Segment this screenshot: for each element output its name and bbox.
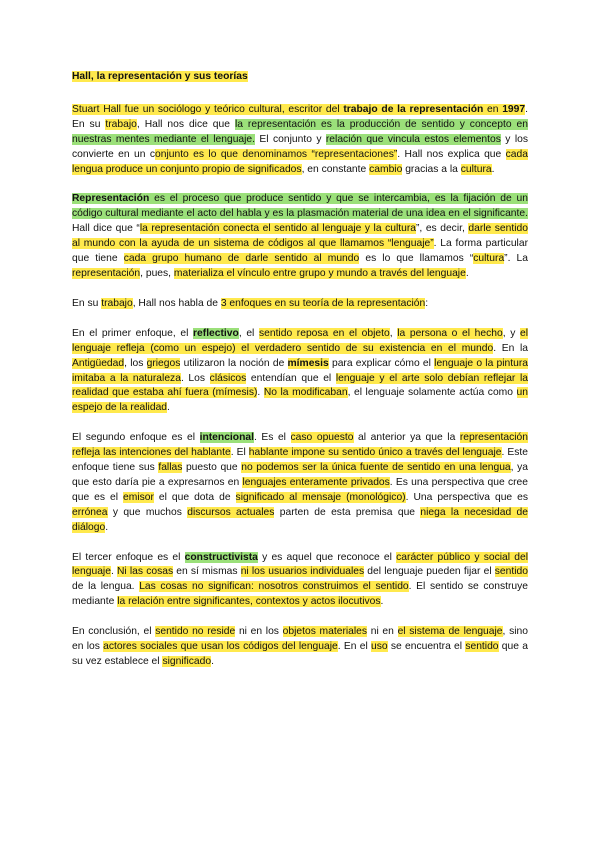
text-run: , los: [124, 357, 147, 369]
text-run: En conclusión, el: [72, 626, 156, 638]
highlighted-text: Stuart Hall: [72, 103, 125, 115]
text-run: El conjunto y: [255, 133, 326, 145]
highlighted-text: sentido: [465, 641, 499, 653]
highlighted-text: representación refleja las intenciones del hablante: [72, 432, 528, 459]
text-run: , Hall nos habla de: [132, 297, 221, 309]
text-run: .: [465, 267, 469, 279]
highlighted-text: fue un sociólogo y teórico cultural, escritor del: [124, 103, 344, 115]
highlighted-text: cada grupo humano de darle sentido al mundo: [123, 253, 360, 265]
text-run: . Es una perspectiva que cree que es el: [72, 476, 528, 503]
highlighted-text: intencional: [199, 432, 254, 444]
highlighted-text: materializa el vínculo entre grupo y mundo a través del lenguaje: [173, 267, 466, 279]
text-run: . La forma particular que tiene: [72, 238, 528, 265]
text-run: el que dota de: [153, 491, 236, 503]
highlighted-text: niega la necesidad de diálogo: [72, 506, 528, 533]
text-run: . En su: [72, 103, 528, 130]
highlighted-text: clásicos: [209, 372, 247, 384]
highlighted-text: la representación conecta el sentido al lenguaje y la cultura: [139, 223, 416, 235]
text-run: En el primer enfoque, el: [72, 327, 194, 339]
text-run: El segundo enfoque es el: [72, 432, 200, 444]
highlighted-text: 1997: [502, 103, 526, 115]
text-run: . Los: [180, 372, 210, 384]
highlighted-text: sentido: [494, 566, 528, 578]
text-run: y es aquel que reconoce el: [257, 551, 397, 563]
text-run: es lo que llamamos “: [359, 253, 474, 265]
text-run: . El sentido se construye mediante: [72, 581, 528, 608]
highlighted-text: la producción de sentido y concepto en nuestras mentes mediante el lenguaje.: [72, 118, 529, 145]
highlighted-text: es el proceso que produce sentido y que se intercambia, es la fijación de un código cultural mediante el acto del habla y es la plasmación material de una idea en el significante.: [72, 193, 528, 220]
highlighted-text: griegos: [146, 357, 181, 369]
text-run: . En el: [337, 641, 371, 653]
text-run: parten de esta premisa que: [274, 506, 421, 518]
highlighted-text: trabajo: [101, 297, 133, 309]
highlighted-text: No la modificaban: [263, 387, 348, 399]
highlighted-text: el sistema de lenguaje: [397, 626, 503, 638]
highlighted-text: Las cosas no significan: nosotros construimos el sentido: [139, 581, 409, 593]
text-run: ”, es decir,: [416, 223, 469, 235]
highlighted-text: discursos actuales: [187, 506, 275, 518]
highlighted-text: Representación: [72, 193, 150, 205]
highlighted-text: la representación es: [234, 118, 337, 130]
text-run: . En la: [493, 342, 528, 354]
highlighted-text: actores sociales que usan los códigos del lenguaje: [103, 641, 338, 653]
highlighted-text: sentido reposa en el objeto: [258, 327, 390, 339]
text-run: ni en los: [235, 626, 283, 638]
highlighted-text: un espejo de la realidad: [72, 387, 528, 414]
text-run: ni en: [367, 626, 398, 638]
highlighted-text: cada lengua produce un conjunto propio de significados: [72, 148, 528, 175]
text-run: , Hall nos dice que: [136, 118, 235, 130]
highlighted-text: trabajo: [105, 118, 137, 130]
document-body: [72, 103, 528, 670]
document-title: [72, 70, 528, 85]
text-run: que a su vez establece el: [72, 641, 528, 667]
highlighted-text: Ni las cosas: [116, 566, 174, 578]
highlighted-text: 3 enfoques en su teoría de la representación: [220, 297, 426, 309]
highlighted-text: caso opuesto: [290, 432, 354, 444]
highlighted-text: carácter público y social del lenguaje: [72, 551, 529, 578]
highlighted-text: mímesis: [287, 357, 329, 369]
highlighted-text: representación: [72, 267, 141, 279]
text-run: , el: [238, 327, 259, 339]
highlighted-text: hablante impone su sentido único a través del lenguaje: [248, 447, 502, 459]
highlighted-text: emisor: [123, 491, 154, 503]
paragraph: [72, 551, 528, 611]
text-run: del lenguaje pueden fijar el: [364, 566, 495, 578]
highlighted-text: errónea: [72, 506, 108, 518]
text-run: :: [425, 297, 429, 309]
highlighted-text: el lenguaje refleja (como un espejo) el verdadero sentido de su existencia en el mundo: [72, 327, 529, 354]
highlighted-text: cultura: [473, 253, 505, 265]
text-run: y los convierte en un c: [72, 133, 528, 160]
highlighted-text: fallas: [158, 462, 183, 474]
text-run: , pues,: [140, 267, 174, 279]
text-run: gracias a la: [402, 163, 461, 175]
highlighted-text: objetos materiales: [282, 626, 368, 638]
text-run: .: [257, 387, 264, 399]
paragraph: [72, 431, 528, 535]
text-run: El tercer enfoque es el: [72, 551, 185, 563]
text-run: . Hall nos explica que: [397, 148, 506, 160]
text-run: Hall dice que “: [72, 223, 140, 235]
text-run: . Este enfoque tiene sus: [72, 447, 528, 474]
highlighted-text: onjunto es lo que denominamos “representaciones”: [155, 148, 398, 160]
text-run: , en constante: [301, 163, 370, 175]
highlighted-text: significado al mensaje (monológico): [235, 491, 406, 503]
highlighted-text: lenguaje o la pintura imitaba a la naturaleza: [72, 357, 529, 384]
text-run: utilizaron la noción de: [180, 357, 288, 369]
text-run: de la lengua.: [72, 581, 140, 593]
paragraph: [72, 103, 528, 178]
text-run: en sí mismas: [173, 566, 241, 578]
highlighted-text: la relación entre significantes, contextos y actos ilocutivos: [117, 596, 381, 608]
text-run: , ya que esto daría pie a expresarnos en: [72, 462, 528, 488]
text-run: entendían que el: [246, 372, 336, 384]
highlighted-text: ni los usuarios individuales: [240, 566, 365, 578]
highlighted-text: cultura: [460, 163, 492, 175]
highlighted-text: reflectivo: [193, 327, 239, 339]
highlighted-text: la persona o el hecho: [397, 327, 503, 339]
highlighted-text: cambio: [369, 163, 403, 175]
text-run: .: [491, 163, 495, 175]
text-run: .: [380, 596, 384, 608]
highlighted-text: uso: [371, 641, 388, 653]
text-run: . Una perspectiva que es: [405, 491, 529, 503]
text-run: y que muchos: [107, 506, 188, 518]
highlighted-text: significado: [162, 656, 212, 667]
text-run: al anterior ya que la: [353, 432, 460, 444]
text-run: En su: [72, 297, 102, 309]
text-run: para explicar cómo el: [328, 357, 435, 369]
paragraph: [72, 327, 528, 416]
highlighted-text: no podemos ser la única fuente de sentido en una lengua: [241, 462, 511, 474]
title-highlight: Hall, la representación y sus teorías: [72, 71, 248, 82]
text-run: se encuentra el: [387, 641, 466, 653]
document-page: [72, 70, 528, 685]
highlighted-text: sentido no reside: [155, 626, 236, 638]
highlighted-text: trabajo de la representación: [343, 103, 484, 115]
text-run: .: [211, 656, 214, 667]
text-run: . El: [230, 447, 249, 459]
text-run: , el lenguaje solamente actúa como: [347, 387, 517, 399]
paragraph: [72, 625, 528, 670]
text-run: .: [105, 521, 109, 533]
text-run: , sino en los: [72, 626, 528, 653]
paragraph: [72, 297, 528, 312]
highlighted-text: constructivista: [184, 551, 258, 563]
highlighted-text: darle sentido al mundo con la ayuda de un sistema de códigos al que llamamos “lenguaje”: [72, 223, 528, 250]
text-run: .: [110, 566, 117, 578]
highlighted-text: Antigüedad: [72, 357, 125, 369]
text-run: ,: [389, 327, 398, 339]
paragraph: [72, 192, 528, 281]
highlighted-text: relación que vincula estos elementos: [325, 133, 501, 145]
text-run: ”. La: [504, 253, 529, 265]
text-run: .: [167, 402, 170, 414]
text-run: . Es el: [253, 432, 291, 444]
text-run: , y: [502, 327, 520, 339]
text-run: puesto que: [182, 462, 242, 474]
highlighted-text: lenguajes enteramente privados: [242, 476, 390, 488]
highlighted-text: lenguaje y el arte solo debían reflejar la realidad que estaba ahí fuera (mímesis): [72, 372, 528, 399]
highlighted-text: en: [483, 103, 503, 115]
